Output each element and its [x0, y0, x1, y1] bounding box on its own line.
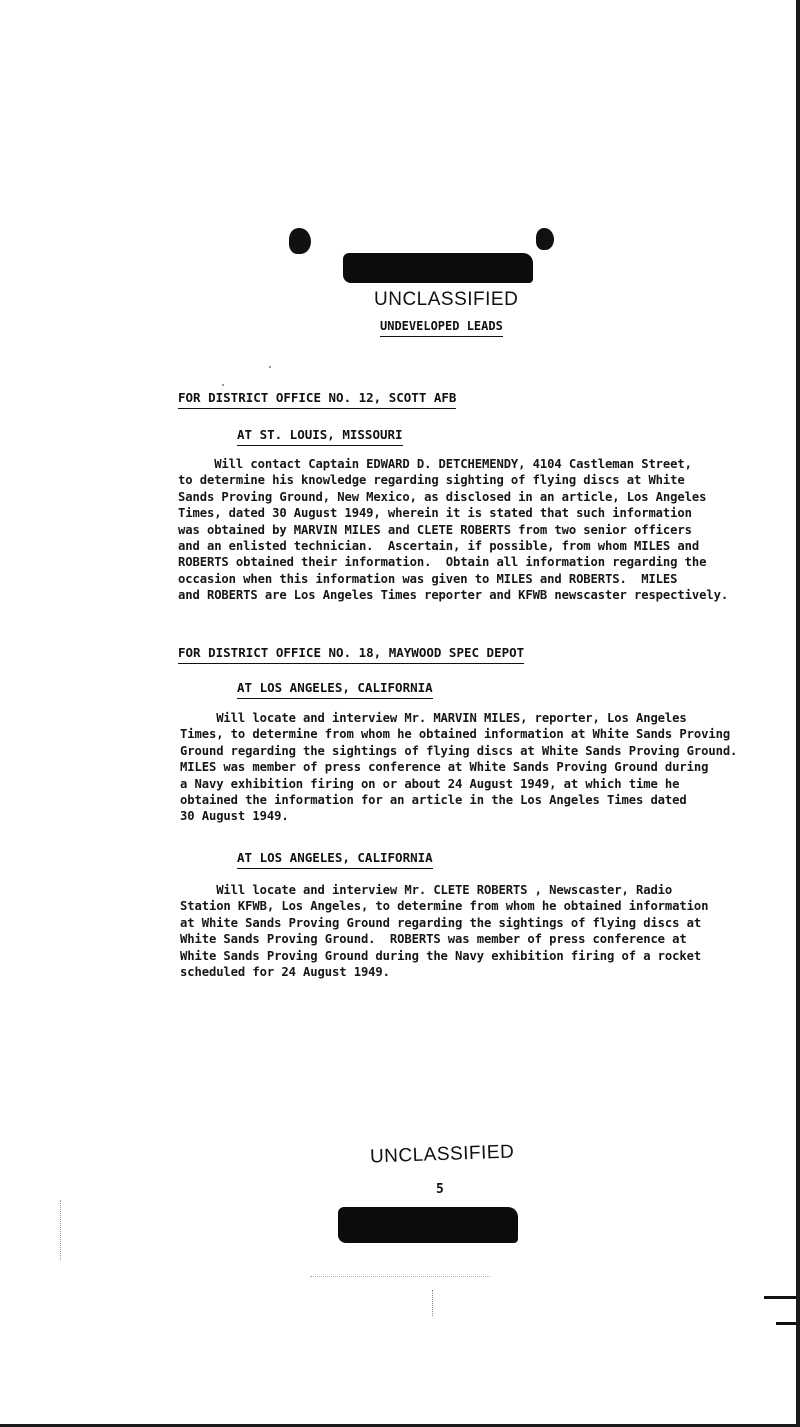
- scan-smudge: [310, 1276, 490, 1277]
- text-line: Times, to determine from whom he obtained information at White Sands Proving: [180, 727, 731, 742]
- paragraph-marvin-miles: [180, 710, 737, 825]
- scan-mark: [764, 1296, 796, 1299]
- redaction-bar-top: [343, 253, 533, 283]
- scan-speck: [269, 366, 271, 368]
- paragraph-clete-roberts: [180, 882, 708, 980]
- scan-speck: [222, 384, 224, 386]
- text-line: Ground regarding the sightings of flying discs at White Sands Proving Ground.: [180, 743, 738, 758]
- text-line: and ROBERTS are Los Angeles Times reporter and KFWB newscaster respectively.: [178, 588, 729, 603]
- scan-edge-right: [796, 0, 800, 1427]
- text-line: MILES was member of press conference at White Sands Proving Ground during: [180, 760, 709, 775]
- text-line: occasion when this information was given to MILES and ROBERTS. MILES: [178, 571, 678, 586]
- text-line: Station KFWB, Los Angeles, to determine from whom he obtained information: [180, 899, 709, 914]
- text-line: Sands Proving Ground, New Mexico, as disclosed in an article, Los Angeles: [178, 489, 707, 504]
- text-line: Will locate and interview Mr. MARVIN MILES, reporter, Los Angeles: [180, 711, 687, 725]
- location-heading-los-angeles-2: AT LOS ANGELES, CALIFORNIA: [237, 850, 433, 869]
- text-line: scheduled for 24 August 1949.: [180, 965, 390, 980]
- document-title: UNDEVELOPED LEADS: [380, 319, 503, 337]
- text-line: White Sands Proving Ground during the Navy exhibition firing of a rocket: [180, 948, 702, 963]
- text-line: White Sands Proving Ground. ROBERTS was member of press conference at: [180, 932, 687, 947]
- text-line: Will contact Captain EDWARD D. DETCHEMENDY, 4104 Castleman Street,: [178, 457, 692, 471]
- text-line: to determine his knowledge regarding sighting of flying discs at White: [178, 473, 685, 488]
- text-line: was obtained by MARVIN MILES and CLETE ROBERTS from two senior officers: [178, 522, 692, 537]
- text-line: 30 August 1949.: [180, 809, 289, 824]
- classification-stamp-bottom: UNCLASSIFIED: [369, 1141, 515, 1168]
- text-line: obtained the information for an article in the Los Angeles Times dated: [180, 793, 687, 808]
- scan-smudge: [432, 1290, 434, 1316]
- classification-stamp-top: UNCLASSIFIED: [374, 289, 519, 310]
- page-number: 5: [436, 1182, 444, 1197]
- text-line: and an enlisted technician. Ascertain, if possible, from whom MILES and: [178, 539, 700, 554]
- paragraph-st-louis: [178, 456, 728, 604]
- text-line: a Navy exhibition firing on or about 24 August 1949, at which time he: [180, 776, 680, 791]
- text-line: at White Sands Proving Ground regarding the sightings of flying discs at: [180, 915, 702, 930]
- text-line: Times, dated 30 August 1949, wherein it is stated that such information: [178, 506, 692, 521]
- text-line: ROBERTS obtained their information. Obtain all information regarding the: [178, 555, 707, 570]
- section-heading-district-18: FOR DISTRICT OFFICE NO. 18, MAYWOOD SPEC DEPOT: [178, 645, 524, 664]
- section-heading-district-12: FOR DISTRICT OFFICE NO. 12, SCOTT AFB: [178, 390, 456, 409]
- scan-mark: [776, 1322, 796, 1325]
- punch-mark-right: [536, 228, 554, 250]
- redaction-bar-bottom: [338, 1207, 518, 1243]
- scan-smudge: [60, 1200, 75, 1260]
- text-line: Will locate and interview Mr. CLETE ROBERTS , Newscaster, Radio: [180, 883, 673, 897]
- location-heading-los-angeles-1: AT LOS ANGELES, CALIFORNIA: [237, 680, 433, 699]
- punch-mark-left: [289, 228, 311, 254]
- location-heading-st-louis: AT ST. LOUIS, MISSOURI: [237, 427, 403, 446]
